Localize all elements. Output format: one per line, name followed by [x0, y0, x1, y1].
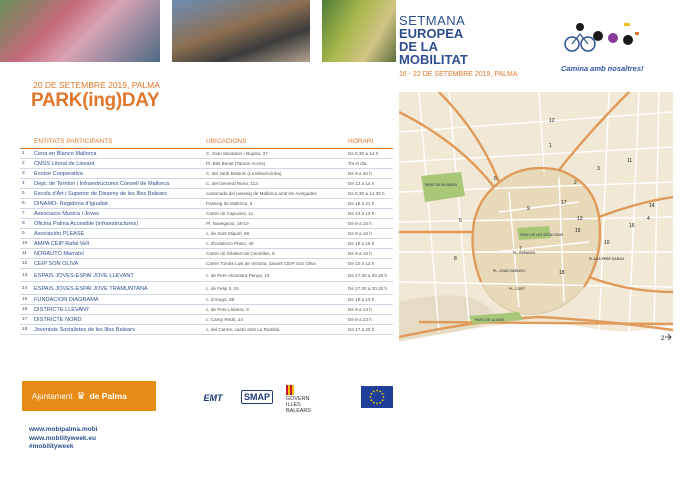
row-time: De 9 a 14 h — [348, 307, 372, 312]
map-label-square3: PL. CORT — [509, 287, 525, 291]
table-row — [20, 269, 393, 282]
row-time: De 9 a 19 h — [348, 251, 372, 256]
row-location: Carrer de Gilabert de Centelles, 8 — [206, 251, 275, 256]
row-number: 14 — [22, 285, 28, 291]
map-marker: 4 — [647, 216, 650, 222]
map-label-square1: PL. ESPANYA — [513, 251, 536, 255]
row-time: De 10 a 13 h — [348, 297, 375, 302]
row-entity: Escola d'Art i Superior de Disseny de les Illes Balears — [34, 191, 167, 197]
eu-star-icon — [379, 390, 381, 392]
smap-logo: SMAP — [241, 390, 273, 404]
map-marker: 12 — [549, 118, 555, 124]
map-label-square2: PL. JOAN CARLES I — [493, 269, 526, 273]
photo-street-event — [0, 0, 160, 62]
row-number: 3 — [22, 171, 25, 176]
row-location: c. d'Aragó, 59 — [206, 297, 235, 302]
week-title-line3: DE LA — [399, 39, 438, 54]
footer-links — [29, 426, 97, 452]
row-time: De 15 a 19 h — [348, 241, 375, 246]
row-location: Pl. Biel Bonet (Tancar Acces) — [206, 161, 266, 166]
city-map — [399, 92, 673, 368]
table-row — [20, 239, 393, 249]
photo-group-people — [172, 0, 310, 62]
row-number: 5 — [22, 191, 25, 196]
govern-line3: BALEARS — [286, 407, 311, 414]
palma-emblem-icon: ♛ — [76, 390, 86, 402]
row-time: De 9 a 20 h — [348, 171, 372, 176]
map-marker: 9 — [527, 206, 530, 212]
event-title: PARK(ing)DAY — [31, 90, 160, 111]
row-time: De 17 a 20 h — [348, 327, 375, 332]
govern-line1: GOVERN — [286, 396, 310, 403]
row-time: Tot el dia — [348, 161, 367, 166]
row-time: De 9 a 15 h — [348, 221, 372, 226]
map-label-park1: PARC DE SA RIERA — [425, 183, 458, 187]
row-entity: DINAMO- Regidoria d'Igualtat — [34, 201, 108, 207]
col-entities-header: ENTITATS PARTICIPANTS — [34, 138, 113, 145]
week-title-line2: EUROPEA — [399, 26, 464, 41]
map-marker: 18 — [559, 270, 565, 276]
week-title-line1: SETMANA — [399, 13, 466, 28]
row-entity: Asociación PLEASE — [34, 231, 85, 237]
map-marker: 6 — [494, 176, 497, 182]
row-location: c. d'Indalecio Prieto, 49 — [206, 241, 254, 246]
table-row — [20, 209, 393, 219]
table-row — [20, 149, 393, 159]
emt-logo: EMT — [203, 393, 223, 403]
map-marker: 10 — [604, 240, 610, 246]
row-time: De 12 a 13 h — [348, 211, 375, 216]
table-row — [20, 259, 393, 269]
row-entity: FUNDACION DIAGRAMA — [34, 297, 99, 303]
map-marker: 13 — [577, 216, 583, 222]
table-row — [20, 199, 393, 209]
table-row — [20, 315, 393, 325]
row-number: 4 — [22, 181, 25, 186]
row-location: C. del General Riera, 113 — [206, 181, 258, 186]
mobility-week-title — [399, 14, 539, 66]
row-location: c. de Sant Miquel, 66 — [206, 231, 250, 236]
row-time: De 10 a 13 h — [348, 261, 375, 266]
week-title-line4: MOBILITAT — [399, 52, 468, 67]
row-entity: Associacio Musica i Joves — [34, 211, 99, 217]
row-entity: Ecotxe Cooperativa — [34, 171, 83, 177]
tagline: Camina amb nosaltres! — [561, 64, 644, 73]
row-number: 15 — [22, 297, 28, 302]
row-number: 8 — [22, 221, 25, 226]
ajuntament-logo — [22, 381, 156, 411]
week-dates: 16 - 22 DE SETEMBRE 2019, PALMA — [399, 71, 518, 78]
row-location: C. Joan Muntaner i Bujosa, 37 — [206, 151, 268, 156]
row-location: Carrer de Capuxins, 11 — [206, 211, 254, 216]
ajuntament-brand: de Palma — [89, 391, 127, 401]
table-row — [20, 169, 393, 179]
table-row — [20, 159, 393, 169]
map-marker: 7 — [519, 246, 522, 252]
mobility-week-logo — [558, 18, 640, 58]
map-marker: 8 — [454, 256, 457, 262]
eu-star-icon — [382, 399, 384, 401]
row-time: De 8,30 a 14 h — [348, 151, 379, 156]
row-number: 17 — [22, 317, 28, 322]
row-time: De 17.30 a 20.30 h — [348, 285, 388, 291]
eu-star-icon — [379, 402, 381, 404]
eu-star-icon — [376, 403, 378, 405]
row-entity: DISTRICTE LLEVANT — [34, 307, 90, 313]
table-row — [20, 305, 393, 315]
row-number: 18 — [22, 327, 28, 332]
col-locations-header: UBICACIONS — [206, 138, 247, 145]
eu-flag-icon — [361, 386, 393, 408]
ajuntament-pre: Ajuntament — [32, 391, 73, 401]
govern-line2: ILLES — [286, 402, 301, 409]
hashtag: #mobilityweek — [29, 443, 74, 451]
row-number: 13 — [22, 272, 28, 278]
eu-star-icon — [383, 396, 385, 398]
map-marker: 11 — [627, 158, 633, 164]
row-location: c. de Pere Alcantara Penya, 10 — [206, 272, 270, 278]
row-number: 2 — [22, 161, 25, 166]
map-offmap-marker: 2 — [661, 336, 665, 342]
table-row — [20, 179, 393, 189]
row-entity: CMSS Litoral de Llevant — [34, 161, 95, 167]
row-number: 1 — [22, 151, 25, 156]
row-entity: Dept. de Territori i Infraestructures Consell de Mallorca — [34, 181, 170, 187]
table-body — [20, 149, 393, 335]
map-marker: 16 — [629, 223, 635, 229]
map-marker: 5 — [459, 218, 462, 224]
table-row — [20, 189, 393, 199]
govern-logo — [286, 383, 334, 417]
row-entity: DISTRICTE NORD — [34, 317, 82, 323]
row-entity: ESPAIS JOVES-ESPAI JOVE TRAMUNTANA — [34, 285, 148, 292]
row-entity: Joventuts Socialistes de les Illes Balears — [34, 327, 135, 333]
photo-parklet — [322, 0, 396, 62]
row-location: C. del Jardí Botànic (La Misericòrdia) — [206, 171, 282, 176]
map-marker: 2 — [574, 180, 577, 186]
table-row — [20, 229, 393, 239]
row-entity: Cena en Blanco Mallorca — [34, 151, 97, 157]
row-location: Passeig de Mallorca, 6 — [206, 201, 253, 206]
row-entity: Oficina Palma Accesible (Infraestructures) — [34, 221, 139, 227]
header-photos — [0, 0, 400, 62]
map-label-park3: PARC DE LA MAR — [475, 318, 505, 322]
row-location: Pl. Navegacio, 18-19 — [206, 221, 249, 226]
table-row — [20, 325, 393, 335]
eu-star-icon — [382, 393, 384, 395]
eu-star-icon — [370, 393, 372, 395]
row-time: De 12 a 14 h — [348, 181, 375, 186]
row-number: 12 — [22, 261, 28, 266]
row-location: cantonada del passeig de Mallorca amb les Avingudes — [206, 191, 317, 196]
map-marker: 14 — [649, 203, 655, 209]
eu-star-icon — [376, 390, 378, 392]
map-marker: 17 — [561, 200, 567, 206]
row-location: c. Camp Redó, 24 — [206, 317, 244, 322]
row-entity: AMPA CEIP Rafal Vell — [34, 241, 89, 247]
eu-star-icon — [373, 390, 375, 392]
participants-table — [20, 138, 393, 335]
row-number: 11 — [22, 251, 27, 256]
row-time: De 9 a 19 h — [348, 231, 372, 236]
table-header — [20, 138, 393, 149]
row-location: c. del Carme, cantó amb La Rambla — [206, 327, 280, 332]
eu-star-icon — [373, 402, 375, 404]
eu-star-icon — [370, 396, 372, 398]
row-time: De 16 a 21 h — [348, 201, 375, 206]
eu-star-icon — [370, 399, 372, 401]
row-location: c. de Pere Llobera, 9 — [206, 307, 249, 312]
row-location: c. de Felip II, 19 — [206, 285, 239, 291]
map-marker: 1 — [549, 143, 552, 149]
table-row — [20, 249, 393, 259]
row-entity: ESPAIS JOVES-ESPAI JOVE LLEVANT — [34, 272, 134, 279]
row-number: 7 — [22, 211, 25, 216]
map-label-square4: PLAÇA PERE GARAU — [589, 257, 625, 261]
row-time: De 9 a 23 h — [348, 317, 372, 322]
row-number: 10 — [22, 241, 28, 246]
event-date: 20 DE SETEMBRE 2019, PALMA — [33, 80, 160, 90]
row-number: 6 — [22, 201, 25, 206]
balearic-flag-icon — [286, 385, 294, 395]
row-entity: CEIP SON OLIVA — [34, 261, 79, 267]
row-number: 9 — [22, 231, 25, 236]
map-label-park2: PARC DE LES ESTACIONS — [520, 233, 564, 237]
row-time: De 8,30 a 14,30 h — [348, 191, 385, 196]
table-row — [20, 295, 393, 305]
col-time-header: HORARI — [348, 138, 374, 145]
row-entity: NORAUTO Marratxí — [34, 251, 84, 257]
table-row — [20, 282, 393, 295]
link-mobilityweek[interactable]: www.mobilityweek.eu — [29, 434, 96, 442]
map-marker: 3 — [597, 166, 600, 172]
table-row — [20, 219, 393, 229]
map-marker: 15 — [575, 228, 581, 234]
row-number: 16 — [22, 307, 28, 312]
link-mobipalma[interactable]: www.mobipalma.mobi — [29, 426, 98, 433]
row-time: De 17.30 a 20.30 h — [348, 272, 388, 278]
row-location: Carrer Tomás Luis de Victoria, davant CEIP Son Oliva — [206, 261, 316, 266]
